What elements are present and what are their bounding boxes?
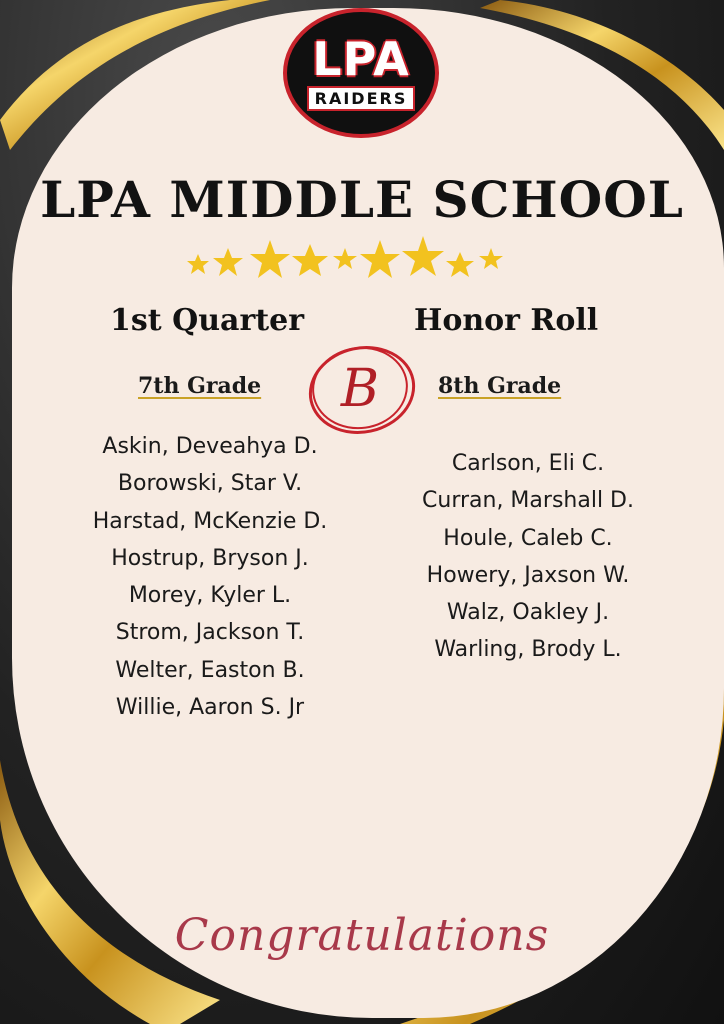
list-item: Carlson, Eli C.	[451, 451, 605, 476]
grade-title-right: 8th Grade	[438, 373, 562, 399]
star-icon	[333, 248, 357, 269]
star-icon	[479, 248, 503, 269]
star-icon	[446, 252, 474, 277]
circled-b-mark	[302, 338, 420, 438]
list-item: Harstad, McKenzie D.	[92, 508, 328, 534]
school-name: LPA MIDDLE SCHOOL	[40, 170, 684, 229]
list-item: Warling, Brody L.	[434, 637, 622, 663]
logo-main-text: LPA	[312, 31, 410, 86]
congratulations-text: Congratulations	[174, 910, 550, 961]
list-item: Walz, Oakley J.	[446, 600, 610, 626]
list-item: Hostrup, Bryson J.	[111, 545, 309, 571]
list-item: Willie, Aaron S. Jr	[115, 695, 305, 721]
mark-letter: B	[340, 359, 380, 419]
list-item: Houle, Caleb C.	[443, 525, 613, 551]
star-icon	[187, 254, 209, 274]
list-item: Howery, Jaxson W.	[426, 562, 630, 588]
heading-quarter: 1st Quarter	[110, 303, 305, 338]
list-item: Askin, Deveahya D.	[102, 434, 318, 459]
list-item: Borowski, Star V.	[117, 471, 303, 497]
star-icon	[292, 244, 328, 276]
list-item: Curran, Marshall D.	[422, 488, 634, 514]
grade-title-left: 7th Grade	[138, 373, 262, 399]
list-item: Welter, Easton B.	[115, 657, 305, 683]
logo-sub-text: RAIDERS	[307, 86, 416, 111]
school-logo	[283, 8, 439, 138]
star-icon	[213, 248, 243, 276]
student-list-8th-grade	[378, 445, 678, 669]
student-list-7th-grade	[60, 428, 360, 726]
heading-honor-roll: Honor Roll	[414, 303, 599, 338]
stars-decoration	[180, 234, 510, 294]
star-icon	[360, 240, 400, 278]
star-icon	[250, 240, 290, 278]
list-item: Strom, Jackson T.	[115, 620, 305, 646]
star-icon	[402, 236, 444, 276]
list-item: Morey, Kyler L.	[128, 583, 292, 609]
